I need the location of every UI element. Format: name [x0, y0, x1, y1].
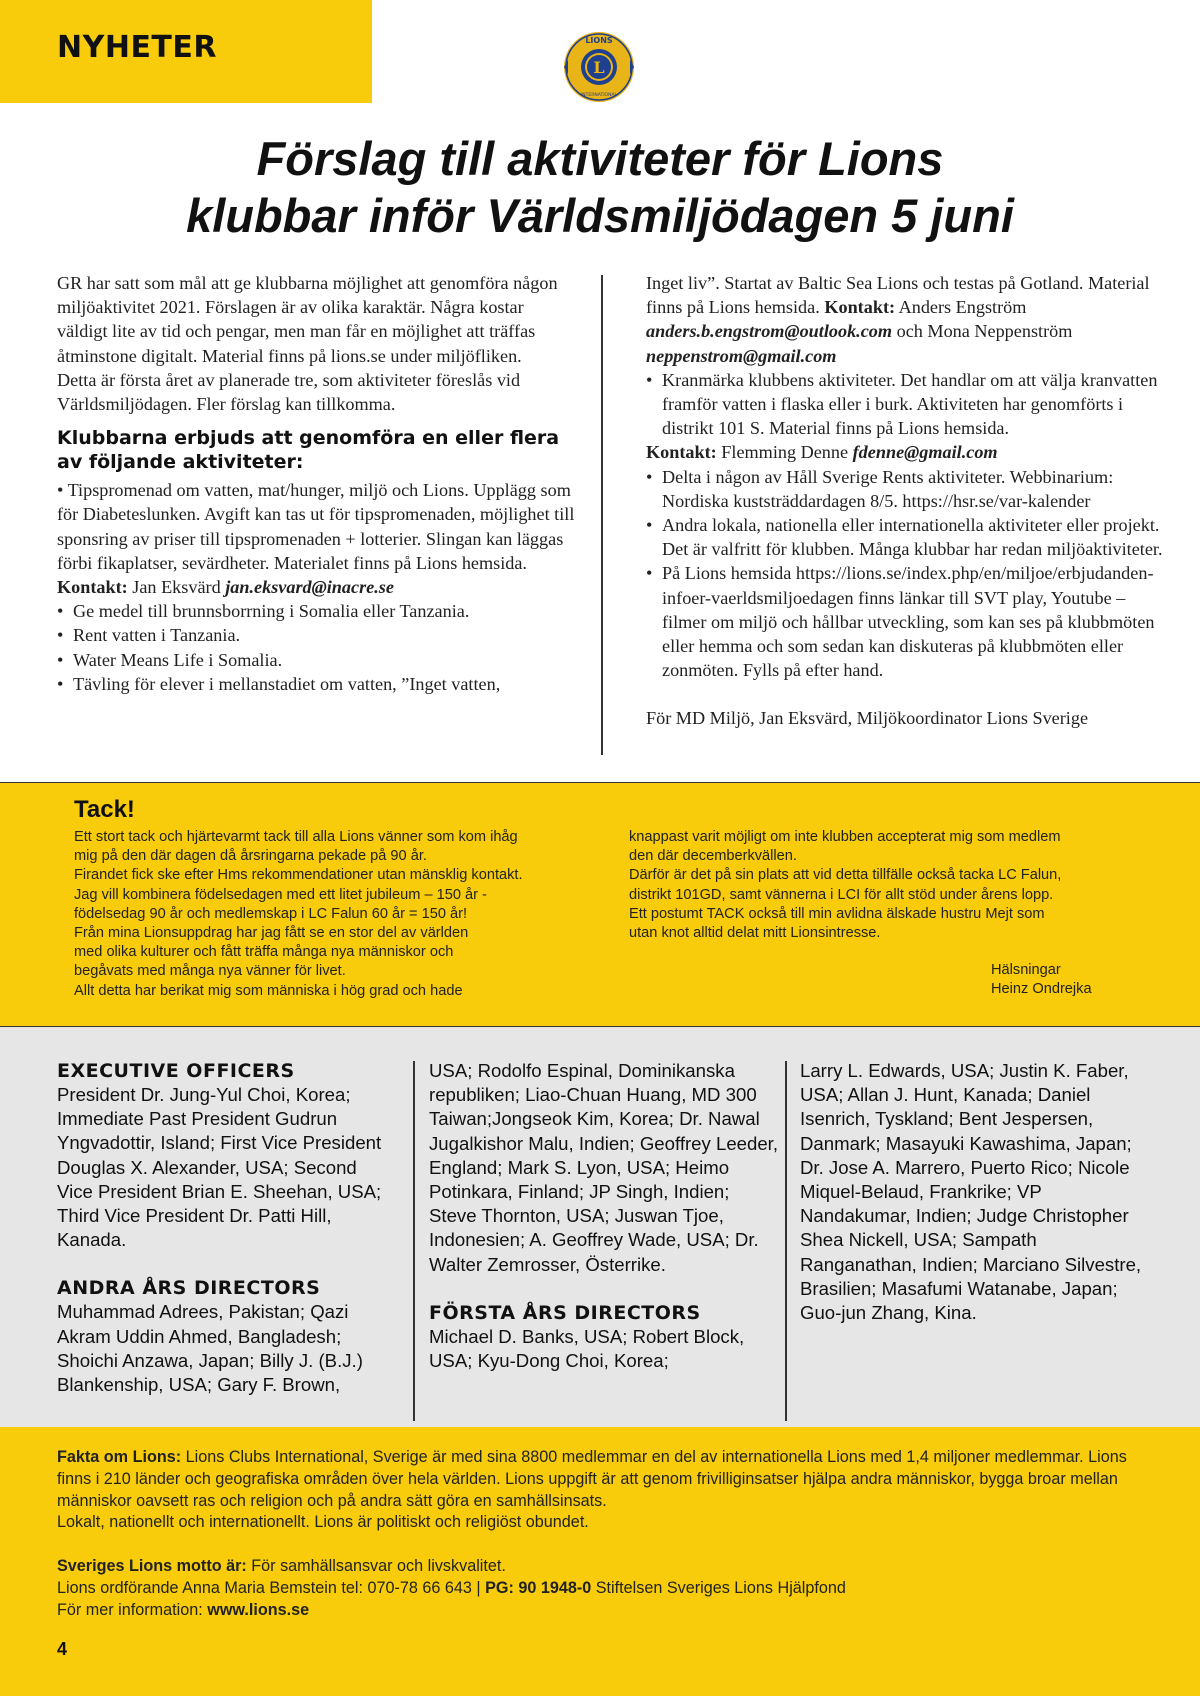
intro-paragraph-1: GR har satt som mål att ge klubbarna möjlighet att genomföra någon miljöaktivitet 2021. Förslagen är av olika karaktär. Några kostar väldigt lite av tid och pengar, men man får en möjlighet att träffas åtminstone digitalt. Material finns på lions.se under miljöfliken.: [57, 273, 558, 366]
article-right-column: [646, 271, 1166, 731]
facts-body: Lions Clubs International, Sverige är med sina 8800 medlemmar en del av internationella Lions med 1,4 miljoner medlemmar. Lions finns i 210 länder och geografiska områden över hela världen. Lions uppgift är att genom frivilliginsatser hjälpa andra människor, bygga broar mellan människor oavsett ras och religion och på andra sätt göra en samhällsinsats.: [57, 1448, 1127, 1510]
activity-list-right: [646, 368, 1166, 683]
executive-officers-text: President Dr. Jung-Yul Choi, Korea; Immediate Past President Gudrun Yngvadottir, Island; First Vice President Douglas X. Alexander, USA; Second Vice President Brian E. Sheehan, USA; Third Vice President Dr. Patti Hill, Kanada.: [57, 1084, 382, 1251]
article-title: [0, 130, 1200, 244]
text-line: utan knot alltid delat mitt Lionsintresse.: [629, 925, 881, 942]
motto-line: [57, 1556, 1157, 1578]
second-year-directors-heading: ANDRA ÅRS DIRECTORS: [57, 1277, 321, 1300]
more-info-label: För mer information:: [57, 1600, 208, 1619]
column-divider: [601, 275, 603, 755]
text-line: den där decemberkvällen.: [629, 848, 797, 865]
logo-letter: L: [593, 58, 605, 77]
activity-list-left: [57, 599, 577, 696]
text-line: Jag vill kombinera födelsedagen med ett litet jubileum – 150 år -: [74, 886, 487, 903]
text-line: med olika kulturer och fått träffa många nya människor och: [74, 944, 454, 961]
facts-text: [57, 1447, 1157, 1621]
logo-top-text: LIONS: [585, 36, 613, 45]
list-item: • Andra lokala, nationella eller internationella aktiviteter eller projekt. Det är valfritt för klubben. Många klubbar har redan miljöaktiviteter.: [646, 513, 1166, 561]
article-signoff: För MD Miljö, Jan Eksvärd, Miljökoordinator Lions Sverige: [646, 708, 1089, 729]
column-divider: [413, 1061, 415, 1421]
title-line-1: Förslag till aktiviteter för Lions: [256, 132, 944, 185]
contact-email: neppenstrom@gmail.com: [646, 345, 837, 366]
pg-text: Stiftelsen Sveriges Lions Hjälpfond: [591, 1578, 846, 1597]
text-line: födelsedag 90 år och medlemskap i LC Falun 60 år = 150 år!: [74, 905, 468, 922]
signature-name: Heinz Ondrejka: [991, 981, 1092, 998]
list-item: • Rent vatten i Tanzania.: [57, 623, 577, 647]
facts-paragraph-2: Lokalt, nationellt och internationellt. Lions är politiskt och religiöst obundet.: [57, 1513, 589, 1532]
list-item: • Tävling för elever i mellanstadiet om vatten, ”Inget vatten,: [57, 672, 577, 696]
more-info-line: [57, 1600, 1157, 1622]
thank-you-box: [0, 782, 1200, 1027]
thank-you-left-column: [74, 828, 594, 1001]
continuation-text: Inget liv”. Startat av Baltic Sea Lions och testas på Gotland. Material finns på Lions hemsida.: [646, 273, 1150, 318]
facts-footer: [0, 1427, 1200, 1696]
contact-name: Jan Eksvärd: [127, 577, 226, 598]
text-line: knappast varit möjligt om inte klubben accepterat mig som medlem: [629, 829, 1061, 845]
contact-name: Anders Engström: [895, 297, 1027, 318]
intro-paragraph-2: Detta är första året av planerade tre, som aktiviteter föreslås vid Världsmiljödagen. Fler förslag kan tillkomma.: [57, 369, 521, 415]
motto-label: Sveriges Lions motto är:: [57, 1556, 247, 1575]
text-line: mig på den där dagen då årsringarna pekade på 90 år.: [74, 848, 427, 865]
list-item: • På Lions hemsida https://lions.se/index.php/en/miljoe/erbjudanden-infoer-vaerldsmiljoedagen finns länkar till SVT play, Youtube – filmer om miljö och hållbar utveckling, som kan ses på klubbmöten eller hemma och som sedan kan diskuteras på klubbmöten eller zonmöten. Fylls på efter hand.: [646, 561, 1166, 682]
thank-you-signature: [991, 961, 1092, 999]
officers-column-1: [57, 1059, 397, 1397]
text-line: Allt detta har berikat mig som människa i hög grad och hade: [74, 982, 463, 999]
text-line: Firandet fick ske efter Hms rekommendationer utan mänsklig kontakt.: [74, 867, 523, 884]
section-label: NYHETER: [57, 30, 217, 65]
text-line: Från mina Lionsuppdrag har jag fått se en stor del av världen: [74, 925, 469, 942]
logo-bottom-text: INTERNATIONAL: [580, 93, 618, 98]
contact-name: Flemming Denne: [716, 442, 853, 463]
second-year-directors-text-cont: USA; Rodolfo Espinal, Dominikanska republiken; Liao-Chuan Huang, MD 300 Taiwan;Jongseok Kim, Korea; Dr. Nawal Jugalkishor Malu, Indien; Geoffrey Leeder, England; Mark S. Lyon, USA; Heimo Potinkara, Finland; JP Singh, Indien; Steve Thornton, USA; Juswan Tjoe, Indonesien; A. Geoffrey Wade, USA; Dr. Walter Zemrosser, Österrike.: [429, 1060, 779, 1275]
contact-email: jan.eksvard@inacre.se: [225, 577, 394, 598]
officers-column-3: [800, 1059, 1150, 1325]
text-line: Ett postumt TACK också till min avlidna älskade hustru Mejt som: [629, 905, 1045, 922]
chair-text: Lions ordförande Anna Maria Bemstein tel: 070-78 66 643 |: [57, 1578, 486, 1597]
column-divider: [785, 1061, 787, 1421]
officers-column-2: [429, 1059, 779, 1373]
facts-label: Fakta om Lions:: [57, 1448, 182, 1466]
thank-you-right-column: [629, 828, 1149, 943]
text-line: Ett stort tack och hjärtevarmt tack till alla Lions vänner som kom ihåg: [74, 829, 518, 845]
text-line: distrikt 101GD, samt vännerna i LCI för allt stöd under årens lopp.: [629, 886, 1054, 903]
kranmarka-text: Kranmärka klubbens aktiviteter. Det handlar om att välja kranvatten framför vatten i flaska eller i burk. Aktiviteten har genomförts i distrikt 101 S. Material finns på Lions hemsida.: [662, 369, 1158, 439]
chair-line: [57, 1578, 1157, 1600]
greeting: Hälsningar: [991, 962, 1061, 978]
tipspromenad-contact: [57, 575, 577, 599]
contact-label: Kontakt:: [824, 297, 896, 318]
facts-paragraph: [57, 1447, 1157, 1512]
officers-panel: [0, 1027, 1200, 1427]
contact-and: och Mona Neppenström: [892, 321, 1073, 342]
text-line: begåvats med många nya vänner för livet.: [74, 963, 346, 980]
contact-label: Kontakt:: [646, 442, 717, 463]
title-line-2: klubbar inför Världsmiljödagen 5 juni: [186, 189, 1014, 242]
motto-text: För samhällsansvar och livskvalitet.: [246, 1556, 506, 1575]
first-year-directors-heading: FÖRSTA ÅRS DIRECTORS: [429, 1301, 701, 1324]
contact-email: anders.b.engstrom@outlook.com: [646, 321, 893, 342]
second-year-directors-text: Muhammad Adrees, Pakistan; Qazi Akram Uddin Ahmed, Bangladesh; Shoichi Anzawa, Japan; Billy J. (B.J.) Blankenship, USA; Gary F. Brown,: [57, 1301, 363, 1396]
first-year-directors-text: Michael D. Banks, USA; Robert Block, USA; Kyu-Dong Choi, Korea;: [429, 1325, 745, 1372]
list-item: • Delta i någon av Håll Sverige Rents aktiviteter. Webbinarium: Nordiska kuststräddardagen 8/5. https://hsr.se/var-kalender: [646, 465, 1166, 513]
list-item: • Water Means Life i Somalia.: [57, 648, 577, 672]
article-left-column: [57, 271, 577, 696]
pg-label: PG: 90 1948-0: [485, 1578, 592, 1597]
list-item: • Ge medel till brunnsborrning i Somalia eller Tanzania.: [57, 599, 577, 623]
tipspromenad-item: • Tipspromenad om vatten, mat/hunger, miljö och Lions. Upplägg som för Diabeteslunken. Avgift kan tas ut för tipspromenaden, möjlighet till sponsring av priser till tipspromenaden + lotterier. Slingan kan läggas förbi fikaplatser, sevärdheter. Materialet finns på Lions hemsida.: [57, 480, 575, 573]
thank-you-title: Tack!: [74, 796, 135, 823]
inget-liv-continuation: [646, 271, 1166, 368]
executive-officers-heading: EXECUTIVE OFFICERS: [57, 1060, 295, 1082]
list-item: [646, 368, 1166, 465]
activities-subheading: Klubbarna erbjuds att genomföra en eller flera av följande aktiviteter:: [57, 427, 560, 474]
page-number: 4: [57, 1639, 68, 1659]
lions-logo-icon: [562, 30, 636, 104]
contact-label: Kontakt:: [57, 577, 128, 598]
text-line: Därför är det på sin plats att vid detta tillfälle också tacka LC Falun,: [629, 867, 1062, 884]
contact-email: fdenne@gmail.com: [852, 442, 998, 463]
first-year-directors-text-cont: Larry L. Edwards, USA; Justin K. Faber, USA; Allan J. Hunt, Kanada; Daniel Isenrich, Tyskland; Bent Jespersen, Danmark; Masayuki Kawashima, Japan; Dr. Jose A. Marrero, Puerto Rico; Nicole Miquel-Belaud, Frankrike; VP Nandakumar, Indien; Judge Christopher Shea Nickell, USA; Sampath Ranganathan, Indien; Marciano Silvestre, Brasilien; Masafumi Watanabe, Japan; Guo-jun Zhang, Kina.: [800, 1060, 1142, 1324]
website-link[interactable]: www.lions.se: [207, 1600, 310, 1619]
section-tab: [0, 0, 372, 103]
